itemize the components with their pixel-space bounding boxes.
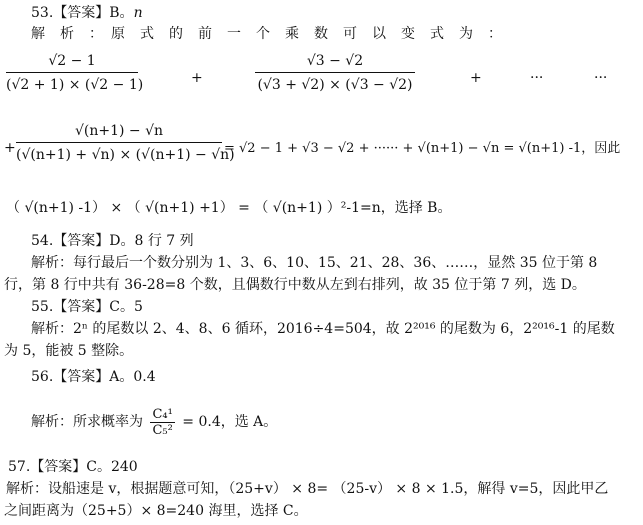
q56-prefix: 解析：所求概率为 — [31, 414, 143, 430]
q53-fraction-1 — [6, 52, 144, 94]
q55-analysis-line1: 解析：2ⁿ 的尾数以 2、4、8、6 循环，2016÷4=504，故 2²⁰¹⁶ 的尾数为 6，2²⁰¹⁶-1 的尾数 — [31, 321, 615, 337]
q53-fraction-2-numerator: √3 − √2 — [255, 52, 415, 73]
q53-dots-1: ··· — [530, 70, 544, 86]
q53-plus-2: + — [470, 70, 482, 86]
q54-header: 54.【答案】D。8 行 7 列 — [31, 233, 194, 249]
q57-analysis-line1: 解析：设船速是 v，根据题意可知，（25+v） × 8= （25-v） × 8 × 1.5，解得 v=5，因此甲乙 — [6, 481, 609, 497]
q53-fraction-3-denominator: (√(n+1) + √n) × (√(n+1) − √n) — [16, 147, 235, 163]
q55-analysis-line2: 为 5，能被 5 整除。 — [4, 343, 134, 359]
q57-analysis-line2: 之间距离为（25+5）× 8=240 海里，选择 C。 — [4, 503, 308, 519]
q53-dots-2: ··· — [594, 70, 608, 86]
q53-analysis-line: 解 析 ： 原 式 的 前 一 个 乘 数 可 以 变 式 为 ： — [31, 26, 503, 42]
q53-equation-result: = √2 − 1 + √3 − √2 + ······ + √(n+1) − √n = √(n+1) -1，因此 — [224, 141, 621, 156]
q53-fraction-1-denominator: (√2 + 1) × (√2 − 1) — [6, 77, 144, 93]
q56-analysis — [31, 402, 277, 442]
q53-fraction-3 — [16, 122, 235, 164]
q54-analysis-line2: 行，第 8 行中共有 36-28=8 个数，且偶数行中数从左到右排列，故 35 位于第 7 列，选 D。 — [4, 277, 586, 293]
q53-answer-var: n — [133, 5, 143, 21]
q56-fraction-numerator: C₄¹ — [152, 406, 173, 422]
q56-fraction-denominator: C₅² — [152, 422, 173, 438]
q55-header: 55.【答案】C。5 — [31, 299, 143, 315]
q54-analysis-line1: 解析：每行最后一个数分别为 1、3、6、10、15、21、28、36、……，显然 35 位于第 8 — [31, 255, 598, 271]
q53-fraction-3-numerator: √(n+1) − √n — [16, 122, 222, 143]
q57-header: 57.【答案】C。240 — [8, 459, 138, 475]
q53-answer-label: 53.【答案】B。 — [31, 5, 134, 21]
q56-fraction — [150, 407, 174, 438]
q53-fraction-2-denominator: (√3 + √2) × (√3 − √2) — [257, 77, 413, 93]
q53-plus-3: + — [4, 140, 16, 156]
q53-fraction-1-numerator: √2 − 1 — [6, 52, 138, 73]
q56-header: 56.【答案】A。0.4 — [31, 369, 156, 385]
q53-fraction-2 — [255, 52, 415, 94]
q53-plus-1: + — [191, 70, 203, 86]
q53-conclusion: （ √(n+1) -1） × （ √(n+1) +1） = （ √(n+1) ）²-1=n，选择 B。 — [6, 200, 452, 216]
q56-suffix: = 0.4，选 A。 — [182, 414, 278, 430]
q53-header — [31, 4, 143, 22]
